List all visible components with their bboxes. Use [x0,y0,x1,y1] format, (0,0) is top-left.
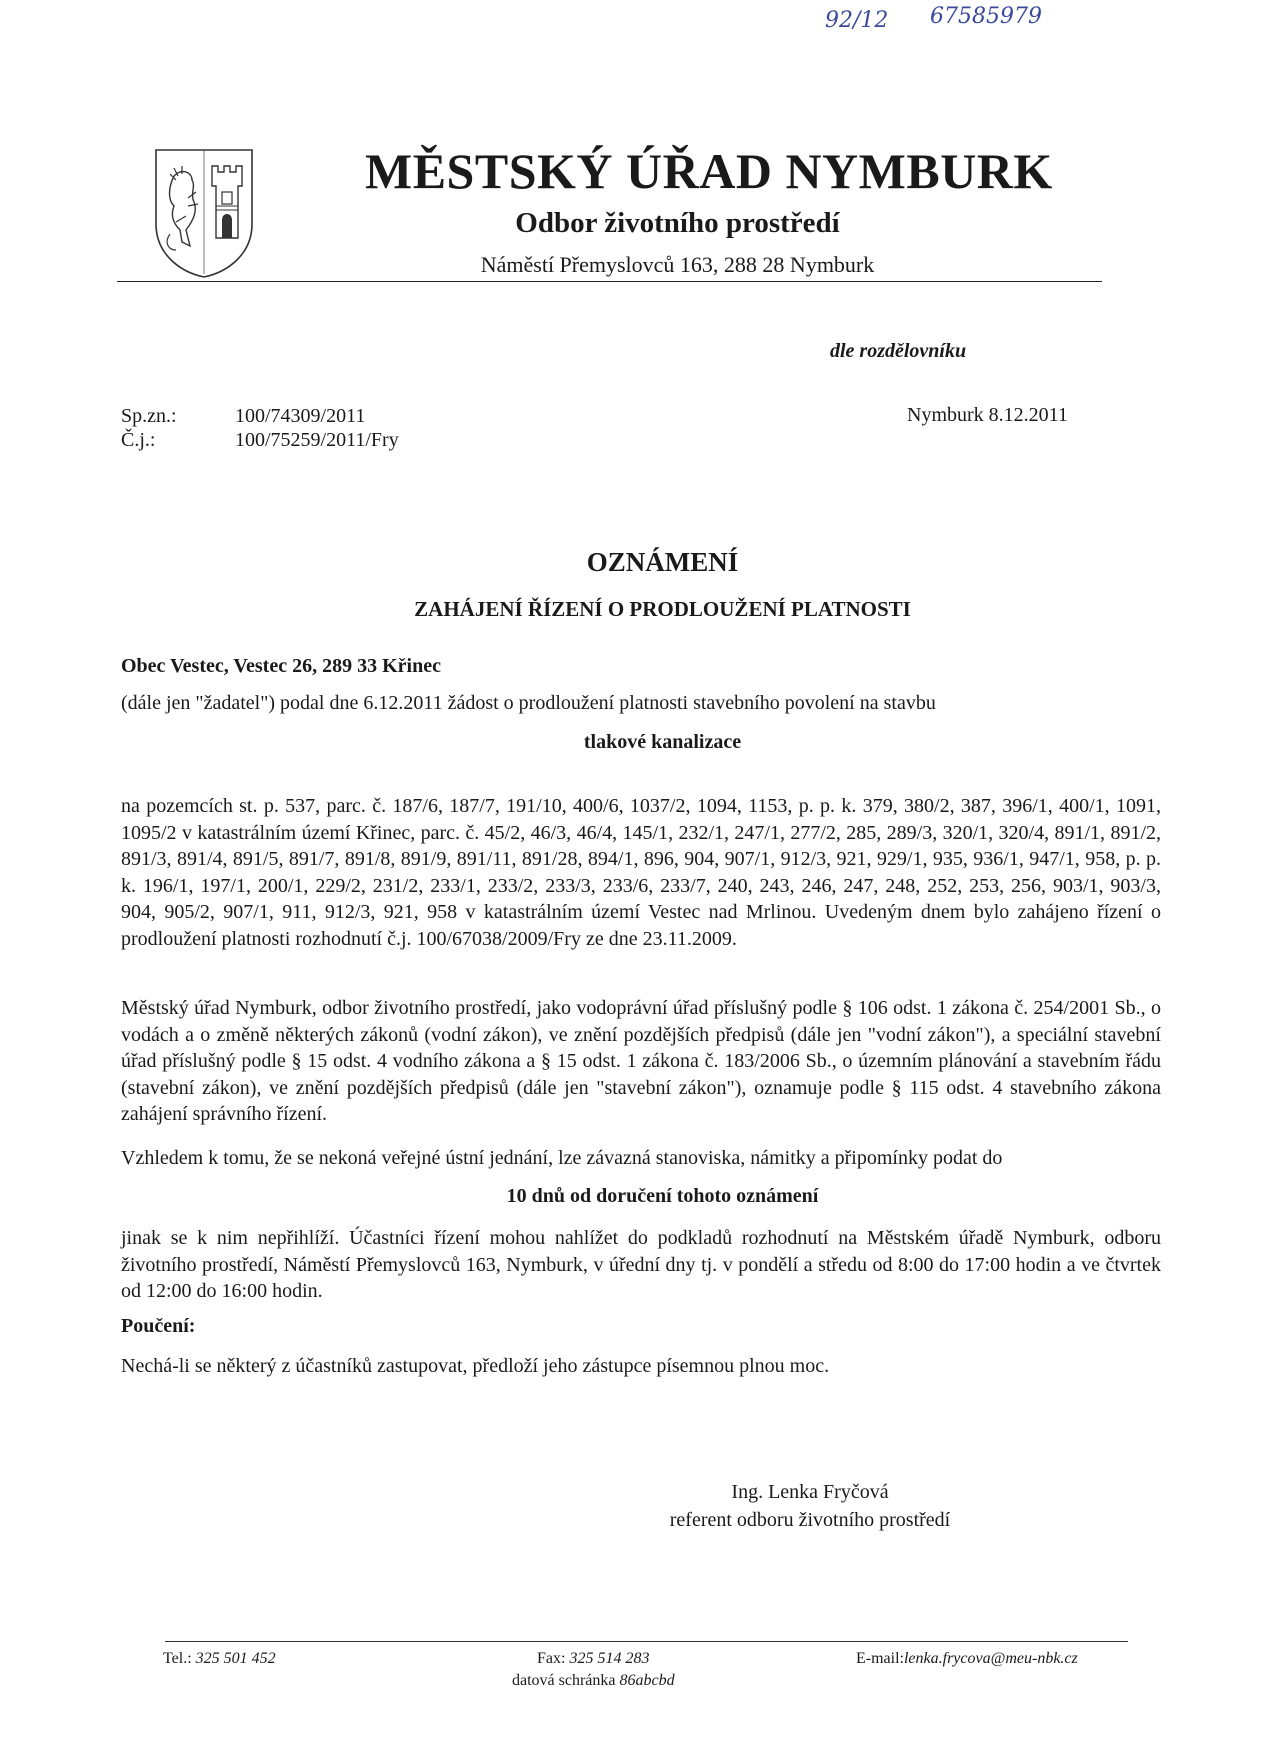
inspection-paragraph: jinak se k nim nepřihlíží. Účastníci řízení mohou nahlížet do podkladů rozhodnutí na Městském úřadě Nymburk, odboru životního prostředí, Náměstí Přemyslovců 163, Nymburk, v úřední dny tj. v pondělí a středu od 8:00 do 17:00 hodin a ve čtvrtek od 12:00 do 16:00 hodin. [121,1227,1161,1302]
spzn-label: Sp.zn.: [121,405,177,427]
department-subtitle: Odbor životního prostředí [515,207,840,239]
spzn-value: 100/74309/2011 [235,405,366,427]
office-address: Náměstí Přemyslovců 163, 288 28 Nymburk [480,252,875,277]
footer-email: E-mail:lenka.frycova@meu-nbk.cz [856,1650,1078,1667]
notice-subtitle: ZAHÁJENÍ ŘÍZENÍ O PRODLOUŽENÍ PLATNOSTI [414,597,911,621]
footer-email-address[interactable]: lenka.frycova@meu-nbk.cz [903,1650,1078,1667]
handwritten-note-right: 67585979 [930,4,1042,29]
cj-value: 100/75259/2011/Fry [235,429,399,451]
signatory-name: Ing. Lenka Fryčová [731,1481,889,1503]
footer-fax-number: 325 514 283 [569,1650,650,1667]
footer-phone-number: 325 501 452 [195,1650,276,1667]
authority-paragraph: Městský úřad Nymburk, odbor životního prostředí, jako vodoprávní úřad příslušný podle § 106 odst. 1 zákona č. 254/2001 Sb., o vodách a o změně některých zákonů (vodní zákon), ve znění pozdějších předpisů (dále jen "vodní zákon"), a speciální stavební úřad příslušný podle § 15 odst. 4 vodního zákona a § 15 odst. 1 zákona č. 183/2006 Sb., o územním plánování a stavebním řádu (stavební zákon), ve znění pozdějších předpisů (dále jen "stavební zákon"), oznamuje podle § 115 odst. 4 stavebního zákona zahájení správního řízení. [121,997,1161,1125]
document-date: Nymburk 8.12.2011 [907,404,1068,426]
recipient-line: dle rozdělovníku [830,340,967,362]
footer-databox: datová schránka 86abcbd [512,1672,675,1689]
land-parcels-paragraph: na pozemcích st. p. 537, parc. č. 187/6, 187/7, 191/10, 400/6, 1037/2, 1094, 1153, p. p. k. 379, 380/2, 387, 396/1, 400/1, 1091, 1095/2 v katastrálním území Křinec, parc. č. 45/2, 46/3, 46/4, 145/1, 232/1, 247/1, 277/2, 285, 289/3, 320/1, 320/4, 891/1, 891/2, 891/3, 891/4, 891/5, 891/7, 891/8, 891/9, 891/11, 891/28, 894/1, 896, 904, 907/1, 912/3, 921, 929/1, 935, 936/1, 947/1, 958, p. p. k. 196/1, 197/1, 200/1, 229/2, 231/2, 233/1, 233/2, 233/3, 233/6, 233/7, 240, 243, 246, 247, 248, 252, 253, 256, 903/1, 903/3, 904, 905/2, 907/1, 911, 912/3, 921, 958 v katastrálním území Vestec nad Mrlinou. Uvedeným dnem bylo zahájeno řízení o prodloužení platnosti rozhodnutí č.j. 100/67038/2009/Fry ze dne 23.11.2009. [121,795,1161,950]
deadline-intro: Vzhledem k tomu, že se nekoná veřejné ústní jednání, lze závazná stanoviska, námitky a připomínky podat do [121,1147,1003,1169]
instruction-heading: Poučení: [121,1315,196,1337]
applicant: Obec Vestec, Vestec 26, 289 33 Křinec [121,655,441,677]
header-divider [117,281,1102,282]
notice-title: OZNÁMENÍ [586,547,739,577]
deadline: 10 dnů od doručení tohoto oznámení [506,1185,819,1207]
footer-divider [165,1641,1128,1642]
signatory-role: referent odboru životního prostředí [669,1509,951,1531]
footer-fax: Fax: 325 514 283 [537,1650,650,1667]
footer-databox-id: 86abcbd [619,1672,675,1689]
office-title: MĚSTSKÝ ÚŘAD NYMBURK [365,143,1053,199]
construction-name: tlakové kanalizace [583,731,742,753]
cj-label: Č.j.: [121,429,156,451]
footer-phone: Tel.: 325 501 452 [163,1650,276,1667]
request-paragraph: (dále jen "žadatel") podal dne 6.12.2011 žádost o prodloužení platnosti stavebního povolení na stavbu [121,692,936,714]
handwritten-note-left: 92/12 [825,8,889,33]
instruction-text: Nechá-li se některý z účastníků zastupovat, předloží jeho zástupce písemnou plnou moc. [121,1355,830,1377]
